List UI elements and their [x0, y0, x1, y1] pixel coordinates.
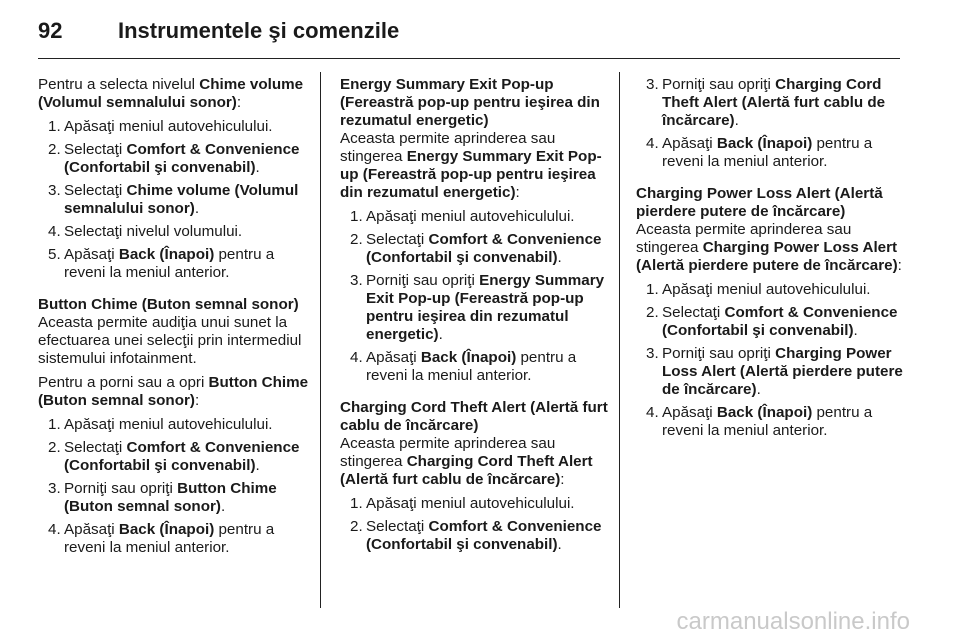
column-1	[38, 76, 310, 571]
page-header	[38, 14, 900, 56]
list-item: 1. Apăsaţi meniul autovehiculului.	[48, 416, 273, 433]
page-title: Instrumentele şi comenzile	[118, 18, 400, 43]
list-item: 2. Selectaţi Comfort & Convenience (Confortabil şi convenabil).	[646, 304, 898, 339]
steps-list	[38, 416, 310, 557]
list-item: 1. Apăsaţi meniul autovehiculului.	[350, 495, 575, 512]
steps-list	[340, 208, 610, 385]
section-description: Aceasta permite aprinderea sau stingerea Energy Summary Exit Pop-up (Fereastră pop-up pentru ieşirea din rezumatul energetic):	[340, 130, 602, 201]
section-heading: Charging Cord Theft Alert (Alertă furt cablu de încărcare)	[340, 399, 608, 434]
section-description: Aceasta permite audiţia unui sunet la efectuarea unei selecţii prin intermediul sistemului infotainment.	[38, 314, 302, 367]
list-item: 3. Selectaţi Chime volume (Volumul semnalului sonor).	[48, 182, 299, 217]
list-item: 3. Porniţi sau opriţi Button Chime (Buton semnal sonor).	[48, 480, 277, 515]
list-item: 1. Apăsaţi meniul autovehiculului.	[646, 281, 871, 298]
steps-list	[340, 495, 610, 554]
list-item: 3. Porniţi sau opriţi Energy Summary Exit Pop-up (Fereastră pop-up pentru ieşirea din rezumatul energetic).	[350, 272, 605, 343]
list-item: 1. Apăsaţi meniul autovehiculului.	[48, 118, 273, 135]
list-item: 2. Selectaţi Comfort & Convenience (Confortabil şi convenabil).	[350, 231, 602, 266]
section-heading: Charging Power Loss Alert (Alertă pierdere putere de încărcare)	[636, 185, 883, 220]
list-item: 1. Apăsaţi meniul autovehiculului.	[350, 208, 575, 225]
section-heading: Energy Summary Exit Pop-up (Fereastră pop-up pentru ieşirea din rezumatul energetic)	[340, 76, 600, 129]
steps-list	[636, 76, 908, 171]
list-item: 3. Porniţi sau opriţi Charging Power Loss Alert (Alertă pierdere putere de încărcare).	[646, 345, 903, 398]
page-number: 92	[38, 18, 63, 43]
list-item: 3. Porniţi sau opriţi Charging Cord Theft Alert (Alertă furt cablu de încărcare).	[646, 76, 886, 129]
steps-list	[636, 281, 908, 440]
section-description: Aceasta permite aprinderea sau stingerea Charging Power Loss Alert (Alertă pierdere putere de încărcare):	[636, 221, 902, 274]
section-heading: Button Chime (Buton semnal sonor)	[38, 296, 299, 313]
list-item: 2. Selectaţi Comfort & Convenience (Confortabil şi convenabil).	[48, 141, 300, 176]
list-item: 4. Apăsaţi Back (Înapoi) pentru a reveni la meniul anterior.	[646, 135, 873, 170]
column-3	[636, 76, 908, 454]
list-item: 5. Apăsaţi Back (Înapoi) pentru a reveni la meniul anterior.	[48, 246, 275, 281]
list-item: 4. Apăsaţi Back (Înapoi) pentru a reveni la meniul anterior.	[646, 404, 873, 439]
list-item: 2. Selectaţi Comfort & Convenience (Confortabil şi convenabil).	[48, 439, 300, 474]
list-item: 4. Selectaţi nivelul volumului.	[48, 223, 243, 240]
list-item: 4. Apăsaţi Back (Înapoi) pentru a reveni la meniul anterior.	[350, 349, 577, 384]
section-description: Aceasta permite aprinderea sau stingerea Charging Cord Theft Alert (Alertă furt cablu de încărcare):	[340, 435, 593, 488]
intro-paragraph: Pentru a porni sau a opri Button Chime (Buton semnal sonor):	[38, 374, 309, 409]
header-divider	[38, 58, 900, 59]
intro-paragraph: Pentru a selecta nivelul Chime volume (Volumul semnalului sonor):	[38, 76, 304, 111]
watermark: carmanualsonline.info	[676, 608, 910, 635]
list-item: 4. Apăsaţi Back (Înapoi) pentru a reveni la meniul anterior.	[48, 521, 275, 556]
column-divider	[320, 72, 321, 608]
list-item: 2. Selectaţi Comfort & Convenience (Confortabil şi convenabil).	[350, 518, 602, 553]
column-2	[340, 76, 610, 568]
column-divider	[619, 72, 620, 608]
steps-list	[38, 118, 310, 282]
